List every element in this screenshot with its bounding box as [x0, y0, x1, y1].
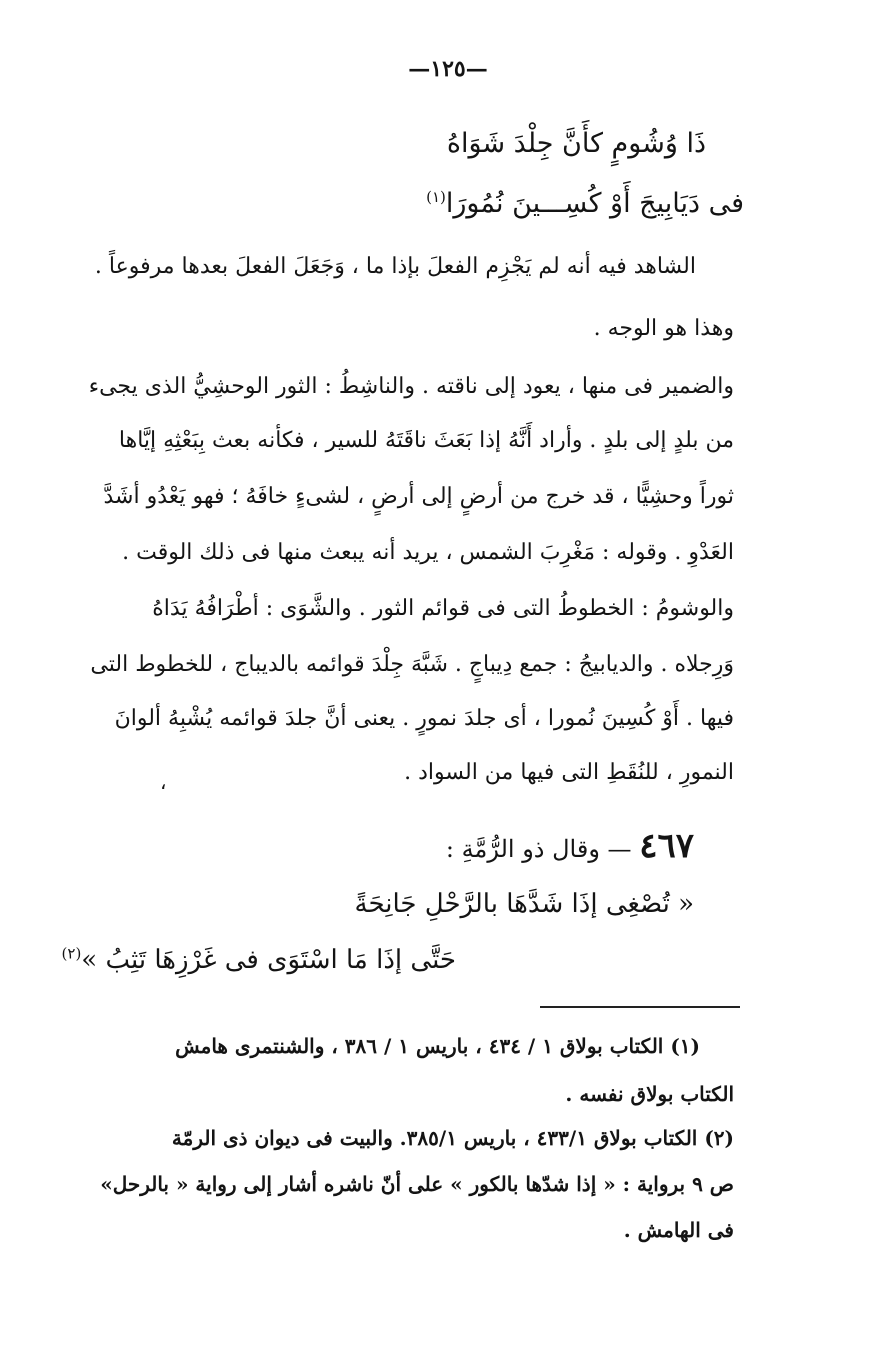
entry-heading	[446, 826, 694, 869]
commentary-line: وهذا هو الوجه .	[593, 316, 734, 341]
explanation-line: النمورِ ، للنُقَطِ التى فيها من السواد .	[404, 760, 734, 785]
verse-text: فى دَيَابِيجَ أَوْ كُسِـــينَ نُمُورَا	[445, 188, 744, 219]
poem-verse-first-hemistich: ذَا وُشُومٍ كأَنَّ جِلْدَ شَوَاهُ	[446, 128, 706, 159]
explanation-line: من بلدٍ إلى بلدٍ . وأراد أَنَّهُ إذا بَعَثَ ناقَتَهُ للسير ، فكأنه بعث بِبَعْثِهِ إيَّاها	[118, 428, 734, 453]
footnote-separator	[540, 1006, 740, 1008]
poem-verse-second-hemistich	[426, 184, 744, 224]
explanation-line: ثوراً وحشِيًّا ، قد خرج من أرضٍ إلى أرضٍ ، لشىءٍ خافَهُ ؛ فهو يَعْدُو أشَدَّ	[103, 484, 734, 509]
explanation-line: فيها . أَوْ كُسِينَ نُمورا ، أى جلدَ نمورٍ . يعنى أنَّ جلدَ قوائمه يُشْبِهُ ألوانَ	[114, 706, 734, 731]
quoted-verse-text: حَتَّى إذَا مَا اسْتَوَى فى غَرْزِهَا تَثِبُ »	[81, 945, 456, 975]
footnote-marker-2: (٢)	[61, 944, 82, 963]
footnote-1-line: الكتاب بولاق نفسه .	[565, 1082, 734, 1106]
explanation-line: وَرِجلاه . والديابيجُ : جمع دِيباجٍ . شَبَّهَ جِلْدَ قوائمه بالديباج ، للخطوط التى	[90, 652, 734, 677]
explanation-line: والضمير فى منها ، يعود إلى ناقته . والناشِطُ : الثور الوحشِيُّ الذى يجىء	[88, 374, 734, 399]
footnote-2-line: فى الهامش .	[623, 1218, 734, 1242]
page-number: —١٢٥—	[408, 56, 488, 82]
commentary-line: الشاهد فيه أنه لم يَجْزِم الفعلَ بإذا ما ، وَجَعَلَ الفعلَ بعدها مرفوعاً .	[94, 254, 696, 279]
footnote-2-line: (٢) الكتاب بولاق ٤٣٣/١ ، باريس ٣٨٥/١. والبيت فى ديوان ذى الرمّة	[171, 1126, 734, 1150]
explanation-line: العَدْوِ . وقوله : مَغْرِبَ الشمس ، يريد أنه يبعث منها فى ذلك الوقت .	[122, 540, 734, 565]
footnote-2-line: ص ٩ برواية : « إذا شدّها بالكور » على أنّ ناشره أشار إلى رواية « بالرحل»	[100, 1172, 734, 1196]
footnote-marker-1: (١)	[426, 188, 446, 206]
entry-label: — وقال ذو الرُّمَّةِ :	[445, 835, 632, 863]
quoted-verse-first-hemistich: « تُصْغِى إذَا شَدَّهَا بالرَّحْلِ جَانِحَةً	[354, 889, 694, 919]
entry-number: ٤٦٧	[639, 826, 694, 866]
explanation-line: والوشومُ : الخطوطُ التى فى قوائم الثور . والشَّوَى : أطْرَافُهُ يَدَاهُ	[152, 596, 734, 621]
stray-mark: ،	[160, 770, 167, 794]
footnote-1-line: (١) الكتاب بولاق ١ / ٤٣٤ ، باريس ١ / ٣٨٦ ، والشنتمرى هامش	[175, 1034, 700, 1058]
quoted-verse-second-hemistich	[62, 940, 456, 980]
